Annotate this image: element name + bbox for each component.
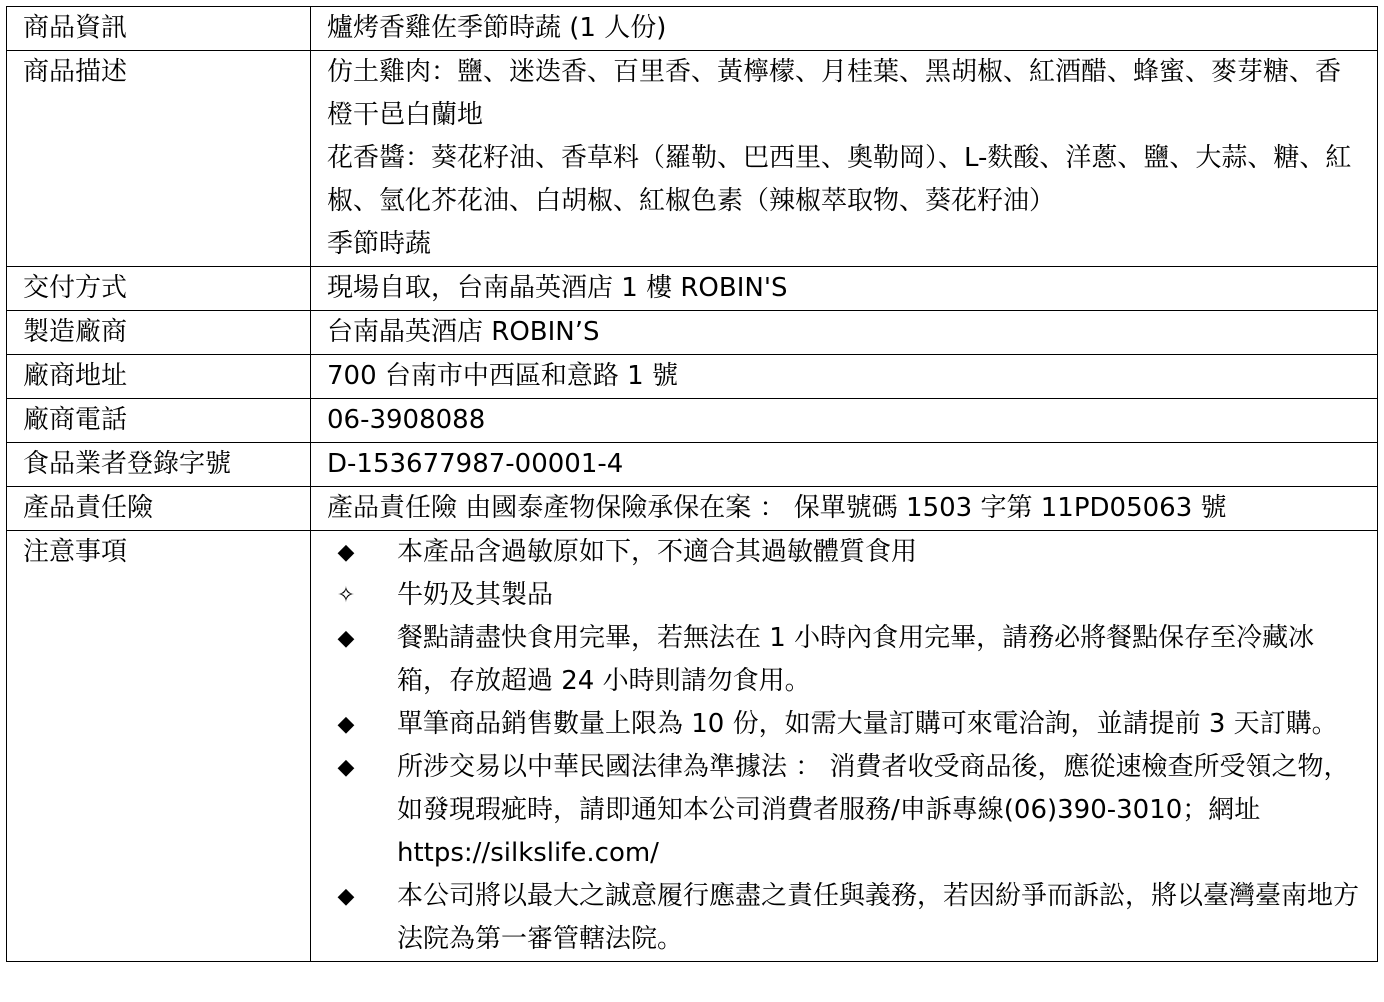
list-item <box>327 703 1363 746</box>
list-item <box>327 531 1363 574</box>
notes-value <box>311 531 1378 962</box>
phone-value: 06-3908088 <box>311 399 1378 443</box>
table-row <box>7 355 1378 399</box>
note-order-limit: 單筆商品銷售數量上限為 10 份，如需大量訂購可來電洽詢，並請提前 3 天訂購。 <box>397 709 1338 739</box>
note-allergen: 本產品含過敏原如下，不適合其過敏體質食用 <box>397 537 918 567</box>
note-jurisdiction: 本公司將以最大之誠意履行應盡之責任與義務，若因紛爭而訴訟，將以臺灣臺南地方法院為第一審管轄法院。 <box>397 881 1360 954</box>
diamond-bullet-icon: ◆ <box>337 626 355 651</box>
insurance-value: 產品責任險 由國泰產物保險承保在案 ： 保單號碼 1503 字第 11PD05063 號 <box>311 487 1378 531</box>
table-row <box>7 487 1378 531</box>
row-label-phone: 廠商電話 <box>7 399 311 443</box>
table-row <box>7 311 1378 355</box>
list-item <box>327 617 1363 703</box>
delivery-value: 現場自取，台南晶英酒店 1 樓 ROBIN'S <box>311 267 1378 311</box>
note-governing-law: 所涉交易以中華民國法律為準據法 ： 消費者收受商品後，應從速檢查所受領之物，如發現瑕疵時，請即通知本公司消費者服務/申訴專線(06)390-3010；網址 https://silkslife.com/ <box>397 752 1350 868</box>
table-row <box>7 267 1378 311</box>
list-item <box>327 746 1363 875</box>
diamond-bullet-icon: ◆ <box>337 712 355 737</box>
description-ingredients-vegetables: 季節時蔬 <box>327 229 432 259</box>
notes-list <box>327 531 1363 961</box>
diamond-bullet-icon: ◆ <box>337 540 355 565</box>
row-label-delivery: 交付方式 <box>7 267 311 311</box>
table-row <box>7 531 1378 962</box>
diamond-bullet-icon: ◆ <box>337 755 355 780</box>
registration-value: D-153677987-00001-4 <box>311 443 1378 487</box>
diamond-bullet-icon: ◆ <box>337 884 355 909</box>
row-label-description: 商品描述 <box>7 51 311 267</box>
note-storage: 餐點請盡快食用完畢，若無法在 1 小時內食用完畢，請務必將餐點保存至冷藏冰箱，存放超過 24 小時則請勿食用。 <box>397 623 1315 696</box>
row-label-registration: 食品業者登錄字號 <box>7 443 311 487</box>
table-row <box>7 443 1378 487</box>
row-label-notes: 注意事項 <box>7 531 311 962</box>
address-value: 700 台南市中西區和意路 1 號 <box>311 355 1378 399</box>
row-label-manufacturer: 製造廠商 <box>7 311 311 355</box>
row-label-product-info: 商品資訊 <box>7 7 311 51</box>
manufacturer-value: 台南晶英酒店 ROBIN’S <box>311 311 1378 355</box>
note-allergen-milk: 牛奶及其製品 <box>397 580 554 610</box>
table-row <box>7 399 1378 443</box>
star-bullet-icon: ✧ <box>336 583 356 608</box>
row-label-address: 廠商地址 <box>7 355 311 399</box>
product-name-value: 爐烤香雞佐季節時蔬 (1 人份) <box>311 7 1378 51</box>
table-row <box>7 7 1378 51</box>
description-ingredients-sauce: 花香醬：葵花籽油、香草料（羅勒、巴西里、奧勒岡）、L-麩酸、洋蔥、鹽、大蒜、糖、紅椒、氫化芥花油、白胡椒、紅椒色素（辣椒萃取物、葵花籽油） <box>327 143 1352 216</box>
description-ingredients-chicken: 仿土雞肉：鹽、迷迭香、百里香、黃檸檬、月桂葉、黑胡椒、紅酒醋、蜂蜜、麥芽糖、香橙干邑白蘭地 <box>327 57 1342 130</box>
row-label-insurance: 產品責任險 <box>7 487 311 531</box>
table-row <box>7 51 1378 267</box>
product-info-table <box>6 6 1378 962</box>
list-item <box>327 875 1363 961</box>
description-value <box>311 51 1378 267</box>
list-item <box>327 574 1363 617</box>
